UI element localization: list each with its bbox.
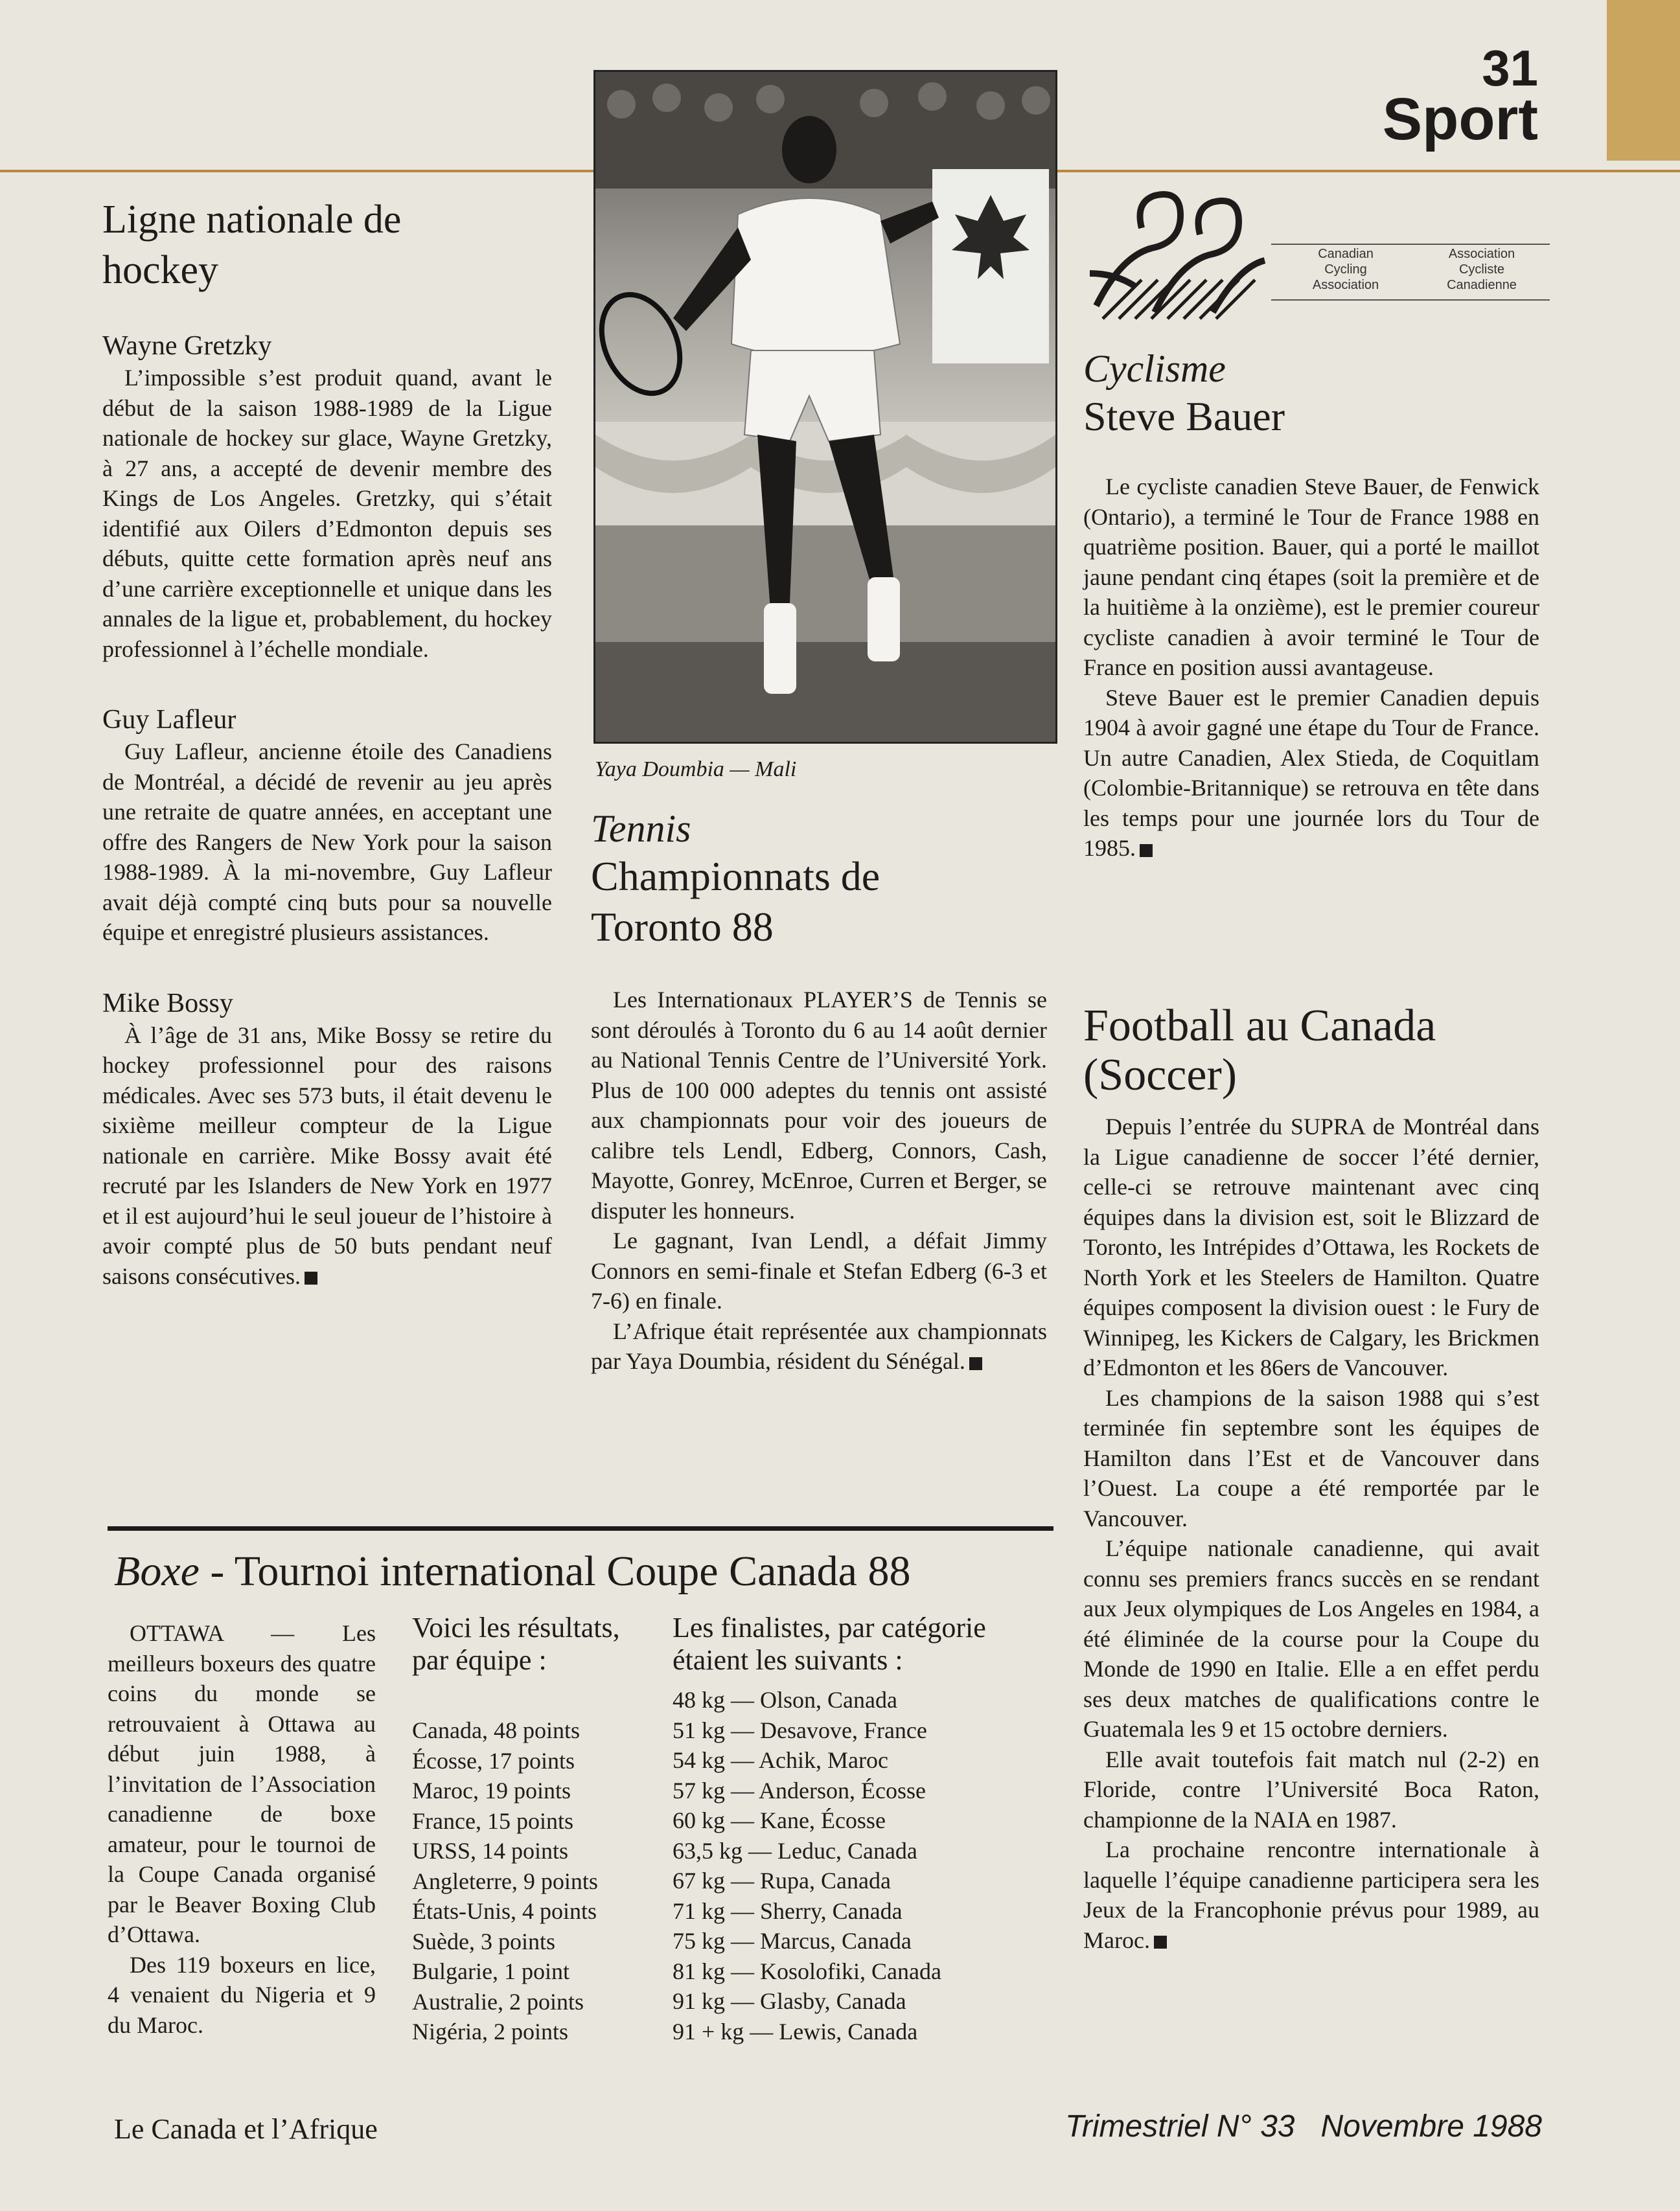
tennis-photo-illustration (595, 72, 1055, 742)
list-item: 51 kg — Desavove, France (673, 1717, 927, 1743)
list-item: Nigéria, 2 points (412, 2019, 568, 2045)
soccer-paragraph-5: La prochaine rencontre internationale à laquelle l’équipe canadienne participera sera les Jeux de la Francophonie prévus pour 1989, au Maroc. (1083, 1837, 1539, 1953)
logo-en-line-1: Canadian (1318, 247, 1374, 261)
logo-rule-bottom (1271, 299, 1550, 301)
list-item: Australie, 2 points (412, 1988, 584, 2015)
list-item: Suède, 3 points (412, 1928, 555, 1954)
soccer-title-line2: (Soccer) (1083, 1050, 1237, 1100)
end-mark (969, 1357, 982, 1370)
logo-fr-line-1: Association (1448, 247, 1515, 261)
list-item: 75 kg — Marcus, Canada (673, 1928, 912, 1954)
soccer-paragraph-2: Les champions de la saison 1988 qui s’est terminée fin septembre sont les équipes de Hamilton dans l’Est et de Vancouver dans l’Ouest. La coupe a été remportée par le Vancouver. (1083, 1384, 1539, 1531)
cycling-title: Steve Bauer (1083, 393, 1285, 439)
list-item: URSS, 14 points (412, 1838, 569, 1864)
bossy-text: À l’âge de 31 ans, Mike Bossy se retire du hockey professionnel pour des raisons médicales. Avec ses 573 buts, il était devenu le sixième meilleur compteur de la Ligue nationale en carrière. Mike Bossy avait été recruté par les Islanders de New York en 1977 et il est aujourd’hui le seul joueur de l’histoire à avoir compté plus de 50 buts pendant neuf saisons consécutives. (102, 1022, 552, 1289)
boxe-teams (412, 1612, 658, 2047)
list-item: Bulgarie, 1 point (412, 1958, 570, 1984)
boxe-teams-list (412, 1715, 658, 2047)
list-item: 91 kg — Glasby, Canada (673, 1988, 906, 2014)
boxe-intro-paragraph-1: OTTAWA — Les meilleurs boxeurs des quatre coins du monde se retrouvaient à Ottawa au début juin 1988, à l’invitation de l’Association canadienne de boxe amateur, pour le tournoi de la Coupe Canada organisé par le Beaver Boxing Club d’Ottawa. (108, 1620, 376, 1947)
logo-fr-line-2: Cycliste (1458, 262, 1504, 277)
list-item: 81 kg — Kosolofiki, Canada (673, 1958, 941, 1984)
list-item: Canada, 48 points (412, 1717, 580, 1743)
tennis-article (591, 806, 1047, 1377)
end-mark (1154, 1936, 1167, 1949)
list-item: 71 kg — Sherry, Canada (673, 1897, 903, 1924)
page-number: 31 (1482, 40, 1538, 97)
logo-en-line-3: Association (1312, 278, 1379, 292)
list-item: 67 kg — Rupa, Canada (673, 1868, 891, 1894)
hockey-title: Ligne nationale de hockey (102, 198, 402, 292)
end-mark (1140, 844, 1153, 857)
gretzky-text: L’impossible s’est produit quand, avant le début de la saison 1988-1989 de la Ligue nationale de hockey sur glace, Wayne Gretzky, à 27 ans, a accepté de devenir membre des Kings de Los Angeles. Gretzky, qui s’était identifié aux Oilers d’Edmonton depuis ses débuts, quitte cette formation après neuf ans d’une carrière exceptionnelle et unique dans les annales de la ligue et, probablement, du hockey professionnel à l’échelle mondiale. (102, 365, 552, 662)
cycling-logo-mark (1083, 176, 1278, 325)
soccer-paragraph-4: Elle avait toutefois fait match nul (2-2) en Floride, contre l’Université Boca Raton, championne de la NAIA en 1987. (1083, 1746, 1539, 1833)
bossy-heading: Mike Bossy (102, 988, 233, 1018)
cycling-kicker: Cyclisme (1083, 347, 1226, 390)
boxe-title-rest: - Tournoi international Coupe Canada 88 (210, 1548, 911, 1595)
logo-french (1427, 246, 1537, 293)
tennis-kicker: Tennis (591, 807, 691, 850)
cycling-paragraph-1: Le cycliste canadien Steve Bauer, de Fenwick (Ontario), a terminé le Tour de France 1988 en quatrième position. Bauer, qui a porté le maillot jaune pendant cinq étapes (soit la première et de la huitième à la onzième), est le premier coureur cycliste canadien à avoir terminé le Tour de France en position aussi avantageuse. (1083, 474, 1539, 680)
list-item: Écosse, 17 points (412, 1747, 575, 1774)
photo-caption: Yaya Doumbia — Mali (595, 757, 797, 781)
boxe-intro-paragraph-2: Des 119 boxeurs en lice, 4 venaient du Nigeria et 9 du Maroc. (108, 1951, 376, 2038)
list-item: 60 kg — Kane, Écosse (673, 1807, 886, 1833)
list-item: 48 kg — Olson, Canada (673, 1687, 897, 1713)
logo-fr-line-3: Canadienne (1447, 278, 1517, 292)
cycling-association-logo (1083, 176, 1550, 332)
list-item: Maroc, 19 points (412, 1778, 571, 1804)
boxe-finalists (673, 1612, 1055, 2046)
soccer-paragraph-1: Depuis l’entrée du SUPRA de Montréal dans la Ligue canadienne de soccer l’été dernier, celle-ci se retrouve maintenant avec cinq équipes dans la division est, soit le Blizzard de Toronto, les Intrépides d’Ottawa, les Rockets de North York et les Steelers de Hamilton. Quatre équipes composent la division ouest : le Fury de Winnipeg, les Kickers de Calgary, les Brickmen d’Edmonton et les 86ers de Vancouver. (1083, 1114, 1539, 1380)
tennis-paragraph-1: Les Internationaux PLAYER’S de Tennis se sont déroulés à Toronto du 6 au 14 août dernier au National Tennis Centre de l’Université York. Plus de 100 000 adeptes du tennis ont assisté aux championnats pour voir des joueurs de calibre tels Lendl, Edberg, Connors, Cash, Mayotte, Gonrey, McEnroe, Curren et Berger, se disputer les honneurs. (591, 987, 1047, 1224)
tennis-player-photo (593, 70, 1057, 744)
list-item: 91 + kg — Lewis, Canada (673, 2018, 918, 2045)
tennis-paragraph-2: Le gagnant, Ivan Lendl, a défait Jimmy Connors en semi-finale et Stefan Edberg (6-3 et 7-6) en finale. (591, 1228, 1047, 1314)
tennis-title-line2: Toronto 88 (591, 904, 774, 950)
list-item: France, 15 points (412, 1807, 573, 1834)
lafleur-heading: Guy Lafleur (102, 705, 236, 735)
logo-rule-top (1271, 244, 1550, 245)
boxe-top-rule (108, 1526, 1053, 1531)
soccer-paragraph-3: L’équipe nationale canadienne, qui avait connu ses premiers francs succès en se rendant aux Jeux olympiques de Los Angeles en 1984, a été éliminée de la course pour la Coupe du Monde de 1990 en Italie. Elle a en effet perdu ses deux matches de qualifications contre le Guatemala les 9 et 15 octobre derniers. (1083, 1535, 1539, 1742)
soccer-article (1083, 1002, 1539, 1955)
boxe-finalists-list (673, 1685, 1055, 2046)
soccer-title-line1: Football au Canada (1083, 1001, 1436, 1051)
gretzky-heading: Wayne Gretzky (102, 331, 272, 361)
cycling-article (1083, 346, 1539, 864)
footer-issue: Trimestriel N° 33 Novembre 1988 (1065, 2109, 1542, 2144)
hockey-article (102, 194, 552, 1291)
list-item: Angleterre, 9 points (412, 1868, 598, 1894)
list-item: 54 kg — Achik, Maroc (673, 1747, 888, 1773)
logo-en-line-2: Cycling (1324, 262, 1367, 277)
cycling-paragraph-2: Steve Bauer est le premier Canadien depuis 1904 à avoir gagné une étape du Tour de France. Un autre Canadien, Alex Stieda, de Coquitlam (Colombie-Britannique) se retrouva en tête dans les temps pour une journée lors du Tour de 1985. (1083, 684, 1539, 861)
logo-english (1291, 246, 1401, 293)
list-item: États-Unis, 4 points (412, 1898, 597, 1924)
section-title: Sport (1382, 86, 1538, 152)
boxe-intro (108, 1618, 376, 2040)
boxe-teams-heading: Voici les résultats, par équipe : (412, 1612, 620, 1676)
header-accent-band (1607, 0, 1680, 161)
boxe-title (114, 1546, 1053, 1598)
list-item: 57 kg — Anderson, Écosse (673, 1777, 926, 1804)
tennis-paragraph-3: L’Afrique était représentée aux championnats par Yaya Doumbia, résident du Sénégal. (591, 1318, 1047, 1374)
lafleur-text: Guy Lafleur, ancienne étoile des Canadiens de Montréal, a décidé de revenir au jeu après une retraite de quatre années, en acceptant une offre des Rangers de New York pour la saison 1988-1989. À la mi-novembre, Guy Lafleur avait déjà compté cinq buts pour sa nouvelle équipe et enregistré plusieurs assistances. (102, 739, 552, 945)
footer-publication: Le Canada et l’Afrique (114, 2113, 378, 2145)
list-item: 63,5 kg — Leduc, Canada (673, 1837, 917, 1864)
boxe-title-italic: Boxe (114, 1548, 200, 1595)
tennis-title-line1: Championnats de (591, 853, 880, 899)
boxe-finalists-heading: Les finalistes, par catégorie étaient les suivants : (673, 1612, 986, 1676)
end-mark (305, 1272, 317, 1285)
